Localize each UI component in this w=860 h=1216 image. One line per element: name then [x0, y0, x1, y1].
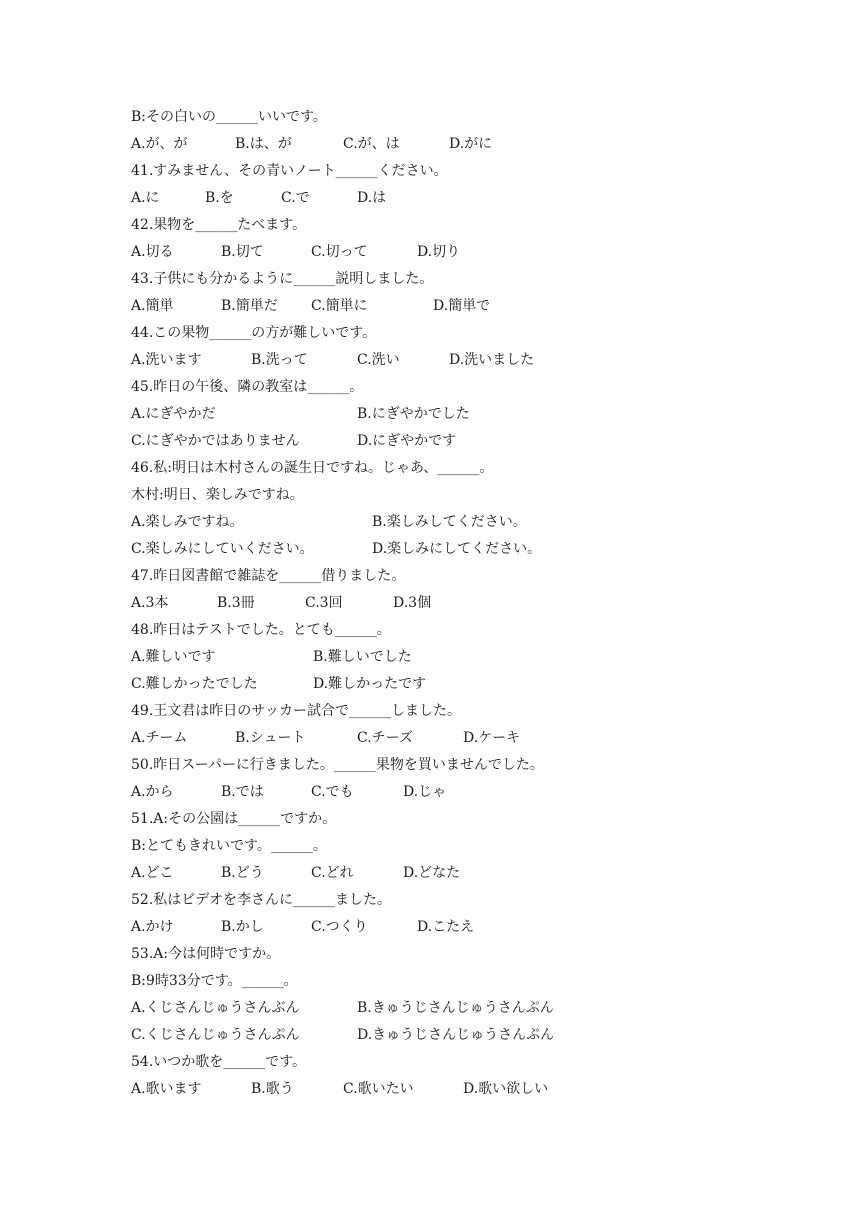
answer-option: D.3個: [393, 595, 432, 611]
answer-option: A.くじさんじゅうさんぶん: [131, 1000, 300, 1016]
answer-option: D.きゅうじさんじゅうさんぷん: [357, 1027, 555, 1043]
answer-option: D.洗いました: [449, 352, 535, 368]
answer-option: A.切る: [131, 244, 174, 260]
answer-options-row: [131, 1022, 771, 1049]
answer-option: C.つくり: [311, 919, 368, 935]
answer-options-row: [131, 671, 771, 698]
answer-options-row: [131, 590, 771, 617]
answer-option: A.難しいです: [131, 649, 216, 665]
question-line: 53.A:今は何時ですか。: [131, 946, 281, 962]
answer-option: A.にぎやかだ: [131, 406, 216, 422]
question-line: 44.この果物______の方が難しいです。: [131, 325, 377, 341]
question-line: 52.私はビデオを李さんに______ました。: [131, 892, 391, 908]
question-line: 46.私:明日は木村さんの誕生日ですね。じゃあ、______。: [131, 460, 494, 476]
answer-option: C.どれ: [311, 865, 354, 881]
answer-option: C.歌いたい: [343, 1081, 414, 1097]
answer-option: D.簡単で: [433, 298, 491, 314]
answer-option: C.切って: [311, 244, 368, 260]
answer-option: A.どこ: [131, 865, 174, 881]
answer-options-row: [131, 347, 771, 374]
answer-option: C.が、は: [343, 136, 400, 152]
answer-option: B.楽しみしてください。: [372, 514, 527, 530]
answer-options-row: [131, 995, 771, 1022]
answer-option: A.簡単: [131, 298, 174, 314]
answer-options-row: [131, 536, 771, 563]
answer-options-row: [131, 239, 771, 266]
answer-option: B.にぎやかでした: [357, 406, 470, 422]
answer-option: D.どなた: [403, 865, 461, 881]
question-line: 47.昨日図書館で雑誌を______借りました。: [131, 568, 406, 584]
question-line: 木村:明日、楽しみですね。: [131, 487, 304, 503]
question-line: 42.果物を______たべます。: [131, 217, 307, 233]
question-line: B:その白いの______いいです。: [131, 109, 327, 125]
answer-option: C.チーズ: [357, 730, 413, 746]
answer-option: D.じゃ: [403, 784, 447, 800]
answer-option: C.くじさんじゅうさんぷん: [131, 1027, 300, 1043]
answer-option: D.切り: [417, 244, 461, 260]
answer-option: A.に: [131, 190, 160, 206]
answer-option: A.楽しみですね。: [131, 514, 244, 530]
answer-option: C.楽しみにしていください。: [131, 541, 314, 557]
answer-options-row: [131, 644, 771, 671]
answer-options-row: [131, 779, 771, 806]
answer-option: A.歌います: [131, 1081, 202, 1097]
answer-option: A.が、が: [131, 136, 188, 152]
answer-option: D.ケーキ: [463, 730, 521, 746]
answer-option: A.チーム: [131, 730, 188, 746]
answer-option: B.を: [205, 190, 234, 206]
answer-option: C.難しかったでした: [131, 676, 258, 692]
answer-option: D.がに: [449, 136, 493, 152]
answer-option: B.かし: [221, 919, 264, 935]
answer-option: A.3本: [131, 595, 169, 611]
answer-option: D.楽しみにしてください。: [372, 541, 542, 557]
answer-option: A.から: [131, 784, 174, 800]
answer-options-row: [131, 401, 771, 428]
question-line: 43.子供にも分かるように______説明しました。: [131, 271, 434, 287]
answer-option: D.は: [357, 190, 387, 206]
answer-options-row: [131, 293, 771, 320]
answer-options-row: [131, 509, 771, 536]
question-line: 54.いつか歌を______です。: [131, 1054, 307, 1070]
question-line: 45.昨日の午後、隣の教室は______。: [131, 379, 364, 395]
answer-option: C.で: [281, 190, 310, 206]
answer-option: D.歌い欲しい: [463, 1081, 549, 1097]
answer-option: B.どう: [221, 865, 264, 881]
question-line: B:とてもきれいです。______。: [131, 838, 327, 854]
exam-page: [131, 104, 771, 1103]
answer-option: C.にぎやかではありません: [131, 433, 300, 449]
answer-option: B.では: [221, 784, 264, 800]
question-line: 41.すみません、その青いノート______ください。: [131, 163, 448, 179]
answer-option: C.3回: [305, 595, 343, 611]
answer-option: B.洗って: [251, 352, 308, 368]
answer-option: B.3冊: [217, 595, 255, 611]
answer-options-row: [131, 131, 771, 158]
question-line: 48.昨日はテストでした。とても______。: [131, 622, 391, 638]
question-line: 49.王文君は昨日のサッカー試合で______しました。: [131, 703, 461, 719]
answer-option: B.難しいでした: [313, 649, 412, 665]
answer-option: D.にぎやかです: [357, 433, 457, 449]
answer-options-row: [131, 860, 771, 887]
answer-option: A.洗います: [131, 352, 202, 368]
answer-option: B.は、が: [235, 136, 292, 152]
question-line: 50.昨日スーパーに行きました。______果物を買いませんでした。: [131, 757, 544, 773]
answer-option: B.簡単だ: [221, 298, 278, 314]
answer-options-row: [131, 1076, 771, 1103]
answer-option: B.きゅうじさんじゅうさんぷん: [357, 1000, 554, 1016]
question-line: B:9時33分です。______。: [131, 973, 298, 989]
answer-option: B.シュート: [235, 730, 306, 746]
answer-option: D.難しかったです: [313, 676, 427, 692]
answer-option: C.でも: [311, 784, 354, 800]
answer-options-row: [131, 725, 771, 752]
answer-option: A.かけ: [131, 919, 174, 935]
answer-option: C.簡単に: [311, 298, 368, 314]
answer-options-row: [131, 428, 771, 455]
answer-option: C.洗い: [357, 352, 400, 368]
question-line: 51.A:その公園は______ですか。: [131, 811, 337, 827]
answer-options-row: [131, 185, 771, 212]
answer-option: B.歌う: [251, 1081, 294, 1097]
answer-option: B.切て: [221, 244, 264, 260]
answer-option: D.こたえ: [417, 919, 475, 935]
answer-options-row: [131, 914, 771, 941]
